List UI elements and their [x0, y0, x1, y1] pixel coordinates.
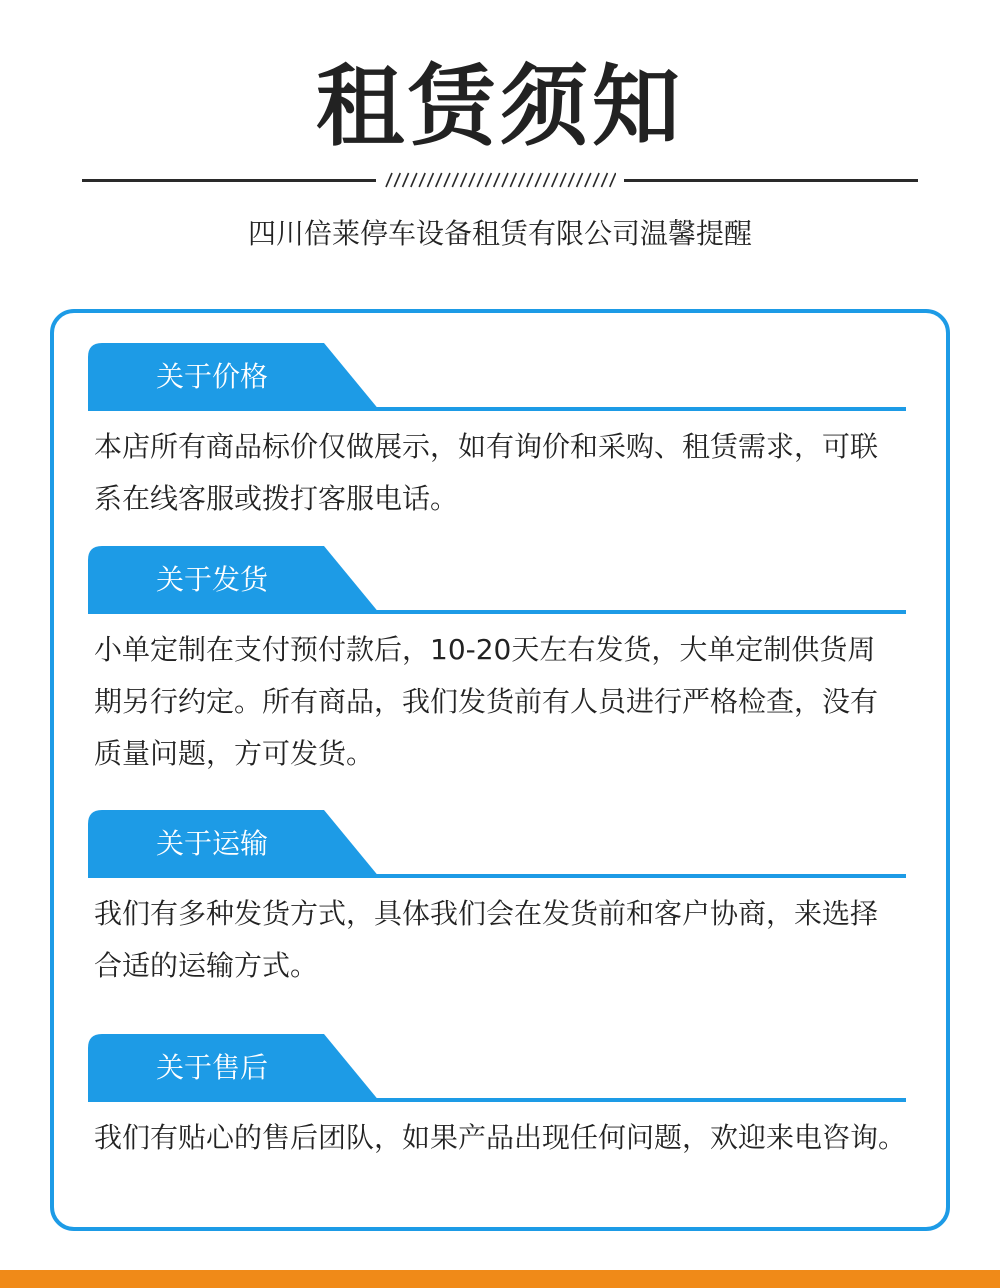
hatch-mark — [403, 173, 409, 187]
section-line: 系在线客服或拨打客服电话。 — [94, 482, 459, 515]
section-body — [94, 421, 906, 525]
hatch-mark — [461, 173, 467, 187]
hatch-mark — [510, 173, 516, 187]
page-title: 租赁须知 — [315, 55, 684, 158]
hatch-mark — [469, 173, 475, 187]
hatch-mark — [543, 173, 549, 187]
section-rule — [88, 407, 906, 411]
section-body — [94, 1112, 906, 1164]
section-rule — [88, 874, 906, 878]
section-line: 质量问题，方可发货。 — [94, 737, 375, 770]
section-line: 期另行约定。所有商品，我们发货前有人员进行严格检查，没有 — [94, 685, 879, 718]
hatch-mark — [535, 173, 541, 187]
hatch-mark — [485, 173, 491, 187]
section-heading: 关于发货 — [156, 563, 269, 596]
section-line: 我们有贴心的售后团队，如果产品出现任何问题，欢迎来电咨询。 — [94, 1121, 907, 1154]
section-line: 小单定制在支付预付款后，10-20天左右发货，大单定制供货周 — [94, 633, 876, 666]
section-rule — [88, 1098, 906, 1102]
hatch-mark — [494, 173, 500, 187]
hatch-mark — [577, 173, 583, 187]
section-rule — [88, 610, 906, 614]
hatch-mark — [610, 173, 616, 187]
section-line: 本店所有商品标价仅做展示，如有询价和采购、租赁需求，可联 — [94, 430, 879, 463]
bottom-accent-bar — [0, 1270, 1000, 1288]
hatch-mark — [452, 173, 458, 187]
section-body — [94, 624, 906, 780]
hatch-mark — [411, 173, 417, 187]
section-heading-tab — [88, 1034, 380, 1102]
section-body — [94, 888, 906, 992]
hatch-mark — [560, 173, 566, 187]
hatch-mark — [552, 173, 558, 187]
hatch-mark — [593, 173, 599, 187]
section-heading: 关于售后 — [156, 1051, 269, 1084]
hatch-mark — [436, 173, 442, 187]
hatch-mark — [386, 173, 392, 187]
section-line: 我们有多种发货方式，具体我们会在发货前和客户协商，来选择 — [94, 897, 879, 930]
hatch-mark — [477, 173, 483, 187]
section-heading-tab — [88, 343, 380, 411]
hatch-mark — [585, 173, 591, 187]
section-heading-tab — [88, 810, 380, 878]
hatch-mark — [427, 173, 433, 187]
hatch-mark — [394, 173, 400, 187]
hatch-mark — [502, 173, 508, 187]
hatch-mark — [568, 173, 574, 187]
hatch-mark — [527, 173, 533, 187]
hatch-mark — [419, 173, 425, 187]
hatch-mark — [601, 173, 607, 187]
section-heading: 关于运输 — [156, 827, 269, 860]
section-line: 合适的运输方式。 — [94, 949, 319, 982]
title-divider-hatch — [384, 172, 616, 188]
section-heading-tab — [88, 546, 380, 614]
section-heading: 关于价格 — [156, 360, 269, 393]
title-divider-left — [82, 179, 376, 182]
title-divider-right — [624, 179, 918, 182]
hatch-mark — [444, 173, 450, 187]
subtitle: 四川倍莱停车设备租赁有限公司温馨提醒 — [247, 217, 752, 250]
hatch-mark — [519, 173, 525, 187]
